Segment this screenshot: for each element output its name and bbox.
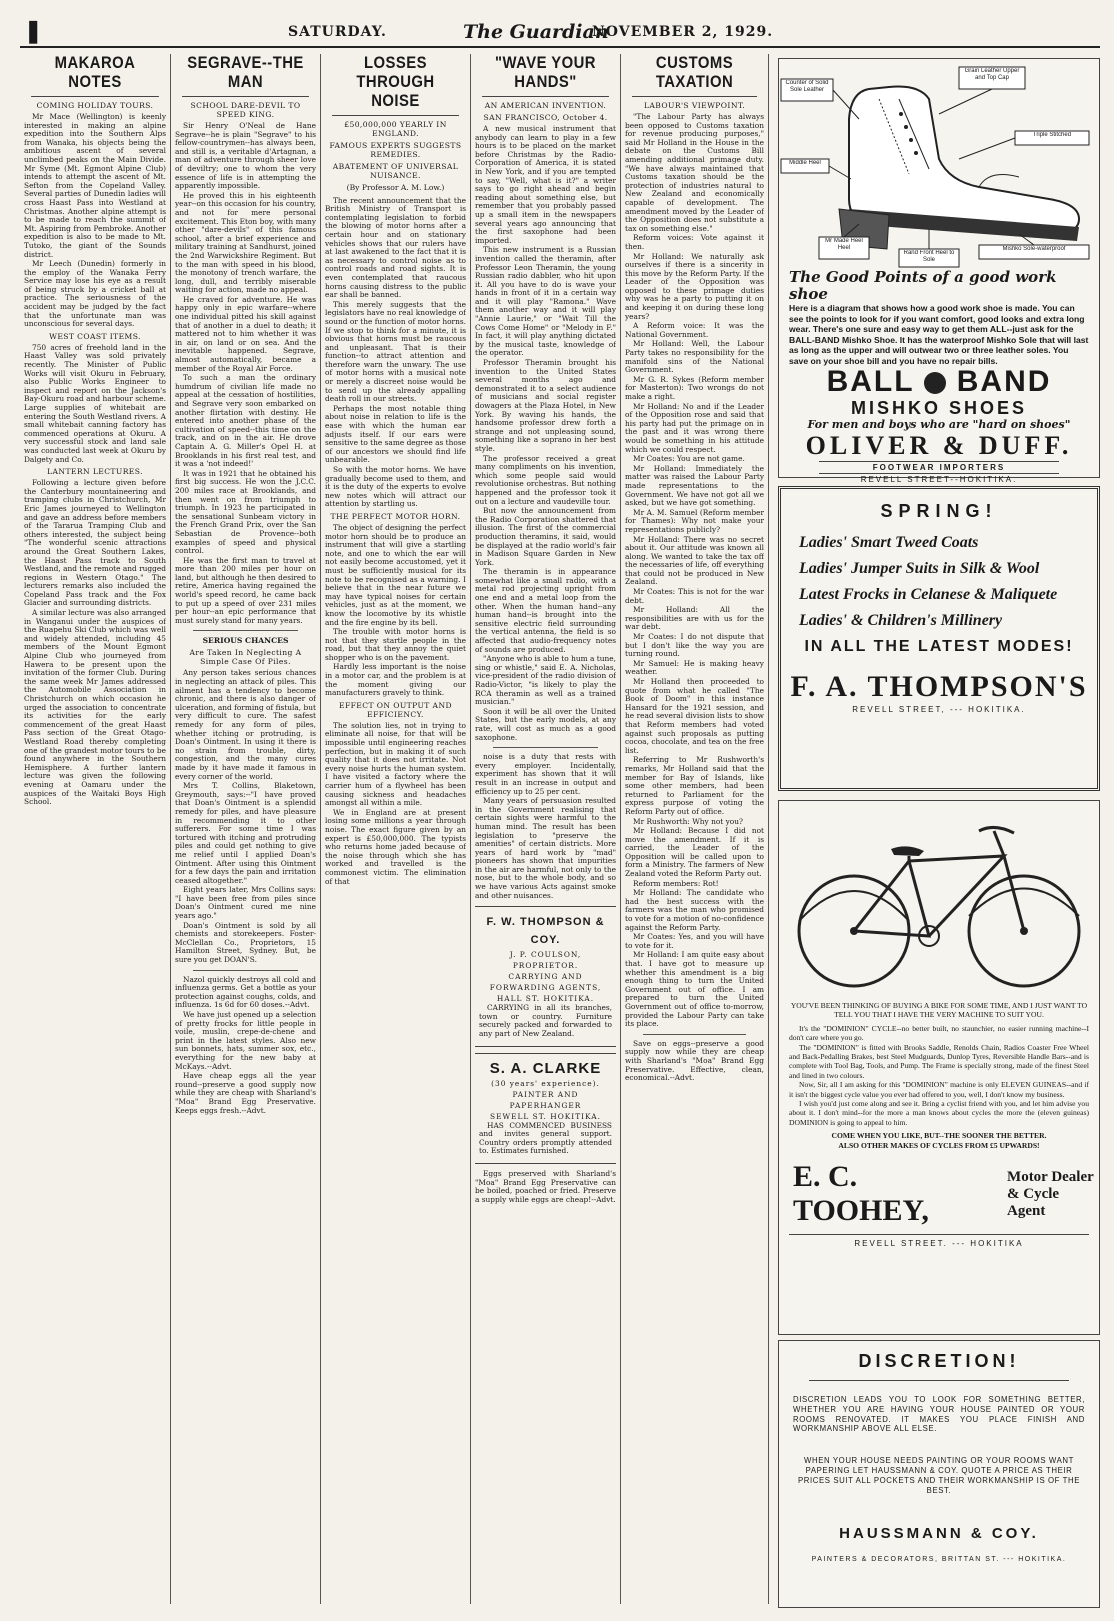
paragraph: Mr Leech (Dunedin) formerly in the employ of the Wanaka Ferry Service may lose his eye as a result of being struck by a cricket ball at practice. The seriousness of the accident may be judged by the fact that the unfortunate man was unconscious for several days. — [24, 259, 166, 329]
paragraph: Mr Holland: There was no secret about it. Our attitude was known all along. We wanted to take the tax off the necessaries of life, off everything that could not be produced in New Zealand. — [625, 534, 764, 587]
product-list — [781, 530, 1097, 634]
diagram-label: Triple Stitched — [1032, 132, 1072, 138]
subhead: ABATEMENT OF UNIVERSAL NUISANCE. — [332, 162, 459, 180]
paragraph: To such a man the ordinary humdrum of civilian life made no appeal at the cessation of hostilities, and Segrave very soon embarked on another flirtation with destiny. He entered into another phase of the cultivation of speed--this time on the track, and on in the air. He drove Captain A. G. Miller's Opel H. at Brooklands in his first real test, and it was a 'not indeed!' — [175, 373, 316, 469]
paragraph: Eight years later, Mrs Collins says: "I have been free from piles since Doan's Ointment cured me nine years ago." — [175, 885, 316, 921]
paragraph: Perhaps the most notable thing about noise in relation to life is the ease with which the human ear adjusts itself. If our ears were sensitive to the same degree as those of our ancestors we should find life unbearable. — [325, 403, 466, 465]
advert-paragraph: DISCRETION LEADS YOU TO LOOK FOR SOMETHING BETTER, WHETHER YOU ARE HAVING YOUR HOUSE PAINTED OR YOUR ROOMS RENOVATED. IT MAKES YOU PLACE FINISH AND WORKMANSHIP ABOVE ALL ELSE. — [793, 1395, 1085, 1434]
advert-intro: YOU'VE BEEN THINKING OF BUYING A BIKE FOR SOME TIME, AND I JUST WANT TO TELL YOU THAT I HAVE THE VERY MACHINE TO SUIT YOU. — [790, 1001, 1088, 1020]
paragraph: "Anyone who is able to hum a tune, sing or whistle," said E. A. Nicholas, vice-president of the radio division of Radio-Victor, "is likely to play the RCA theramin as well as a trained musician." — [475, 654, 616, 707]
shoe-diagram-icon — [779, 59, 1099, 269]
advert-haussmann — [778, 1340, 1100, 1608]
paragraph: Mr Mace (Wellington) is keenly interested in making an alpine expedition into the Southern Alps from Wanaka, his objects being the ambitious ascent of several unclimbed peaks on the Main Divide. Mr Syme (Mt. Egmont Alpine Club) intends to attempt the ascent of Mt. Sefton from the Copeland Valley. Several parties of Dunedin ladies will cross Haast Pass into Westland at Christmas. Another alpine attempt is to be made to reach the summit of Mt. Aspiring from Pembroke. Another expedition is also to be made to Mt. Tutoko, the giant of the Sounds district. — [24, 112, 166, 259]
brand-right: BAND — [956, 365, 1052, 398]
dealer-block — [779, 1160, 1099, 1228]
ball-icon — [924, 372, 946, 394]
paragraph: The theramin is in appearance somewhat like a small radio, with a metal rod projecting upright from one end and a metal loop from the other. When the human hand--any human hand--is brought into the sensitive electric field surrounding the vertical antenna, the field is so affected that audio-frequency notes of sounds are produced. — [475, 567, 616, 654]
subhead: COMING HOLIDAY TOURS. — [36, 101, 154, 110]
advert-paragraph: I wish you'd just come along and see it. Bring a cyclist friend with you, and let him advise you about it. I don't mind--for the more a man knows about cycles the more the (eleven guineas) DOMINION is going to appeal to him. — [789, 1099, 1089, 1127]
paragraph: Any person takes serious chances in neglecting an attack of piles. This ailment has a tendency to become chronic, and there is also danger of ulceration, and forming of fistula, but very difficult to cure. The safest remedy for any form of piles, whether itching or protruding, is Doan's Ointment. In using it there is no strain from trouble, dirty, congestion, and the many cures made by it have made it famous in every corner of the world. — [175, 668, 316, 781]
product-name: MISHKO SHOES — [850, 398, 1028, 418]
headline-wave: "WAVE YOUR HANDS" — [482, 54, 609, 97]
advert-body: CARRYING in all its branches, town or country. Furniture securely packed and forwarded to any part of New Zealand. — [479, 1003, 612, 1039]
column-makaroa — [24, 54, 166, 1604]
paragraph: The solution lies, not in trying to eliminate all noise, for that will be impossible until engineering reaches perfection, but in making it of such quality that it does not irritate. Not every noise hurts the human system. I have visited a factory where the carrier hum of a flywheel has been causing sickness and headaches amongst all within a mile. — [325, 720, 466, 808]
advert-title: The Good Points of a good work shoe — [789, 268, 1057, 303]
paragraph: A Reform voice: It was the National Government. — [625, 321, 764, 339]
paragraph: The professor received a great many compliments on his invention, which some people said would revolutionise orchestras. But nothing happened and the professor took it out on a lecture and vaudeville tour. — [475, 453, 616, 506]
divider — [493, 747, 598, 748]
paragraph: Professor Theramin brought his invention to the United States several months ago and demonstrated it to a select audience of musicians and social register dowagers at the Plaza Hotel, in New York. By waving his hands, the handsome professor drew forth a strange and not unpleasing sound, something like a soprano in her best style. — [475, 358, 616, 453]
subhead: LANTERN LECTURES. — [47, 467, 143, 477]
diagram-label: Rand Front Heel to Sole — [903, 250, 955, 263]
advert-line: J. P. COULSON, PROPRIETOR. — [509, 950, 582, 971]
paragraph: He craved for adventure. He was happy only in epic warfare--where one individual pitted his skill against that of another in a duel to death; it mattered not to him whether it was in air, on land or on sea. And the inevitable happened. Segrave, almost automatically, became a member of the Royal Air Force. — [175, 294, 316, 373]
paragraph: Mr Holland: Immediately the matter was raised the Labour Party made representations to the Government. We have not got all we asked, but we have got something. — [625, 463, 764, 508]
advert-title: SPRING! — [880, 501, 998, 521]
paragraph: Mr Holland: All the responsibilities are with us for the war debt. — [625, 605, 764, 632]
advert-title: DISCRETION! — [858, 1351, 1020, 1371]
headline-segrave: SEGRAVE--THE MAN — [182, 54, 309, 97]
tagline: For men and boys who are "hard on shoes" — [807, 418, 1071, 431]
paragraph: Reform members: Rot! — [633, 878, 719, 888]
paragraph: "The Labour Party has always been opposed to Customs taxation for revenue producing purposes," said Mr Holland in the House in the debate on the Customs Bill amending additional primage duty. "We have always maintained that Customs taxation should be the protection of industries natural to New Zealand and economically capable of development. The amendment moved by the Leader of the Opposition does not substitute a tax on something else." — [625, 112, 764, 233]
paragraph: Eggs preserved with Sharland's "Moa" Brand Egg Preservative can be boiled, poached or fried. Preserve a supply while eggs are cheap!--Advt. — [475, 1169, 616, 1204]
advert-name: S. A. CLARKE — [489, 1059, 602, 1077]
advert-body: HAS COMMENCED BUSINESS and invites general support. Country orders promptly attended to. Estimates furnished. — [479, 1120, 612, 1156]
headline-losses: LOSSES THROUGH NOISE — [332, 54, 459, 116]
column-rule — [170, 54, 171, 1604]
paragraph: 750 acres of freehold land in the Haast Valley was sold privately recently. The Minister of Public Works will visit Okuru in February, also Public Works Engineer to inspect and report on the Jackson's Bay-Okuru road and harbour scheme. Large supplies of whitebait are entering the South Westland rivers. A small whitebait canning factory has commenced operations at Okuru. A very successful stock and land sale was conducted last week at Okuru by Dalgety and Co. — [24, 342, 166, 464]
paragraph: It was in 1921 that he obtained his first big success. He won the J.C.C. 200 miles race at Brooklands, and then went on from triumph to triumph. In 1923 he participated in the sensational Sunbeam victory in the French Grand Prix, over the San Sebastian de Provence--both examples of speed and physical control. — [175, 468, 316, 556]
paragraph: Mr Coates: Yes, and you will have to vote for it. — [625, 932, 764, 950]
subhead: SERIOUS CHANCES — [202, 636, 289, 646]
paragraph: This merely suggests that the legislators have no real knowledge of sound or the function of motor horns. If we stop to think for a minute, it is obvious that horns must be raucous and unpleasant. That is their function--to attract attention and therefore warn the unwary. The use of motor horns with a musical note or merely a discreet noise would be to send up the already appalling death roll in our streets. — [325, 299, 466, 404]
paragraph: Mr Holland: We naturally ask ourselves if there is a sincerity in this move by the Reform Party. If the Leader of the Opposition was opposed to these primage duties why was he a party to putting it on and keeping it on during these long years? — [625, 251, 764, 321]
diagram-label: Counter of Solid Sole Leather — [785, 80, 829, 93]
column-losses — [325, 54, 466, 1604]
paragraph: Doan's Ointment is sold by all chemists and storekeepers. Foster-McClellan Co., Proprietors, 15 Hamilton Street, Sydney. But, be sure you get DOAN'S. — [175, 920, 316, 965]
paragraph: We have just opened up a selection of pretty frocks for little people in voile, muslin, crepe-de-chene and print in the latest styles. Also new sun bonnets, hats, summer sox, etc., everything for the new baby at McKays.--Advt. — [175, 1010, 316, 1071]
paragraph: Mr Holland: The candidate who had the best success with the farmers was the man who promised to vote for a motion of no-confidence against the Reform Party. — [625, 888, 764, 932]
paragraph: Mrs T. Collins, Blaketown, Greymouth, says:--"I have proved that Doan's Ointment is a splendid remedy for piles, and have pleasure in recommending it to other sufferers. For some time I was tortured with itching and protruding piles and could get nothing to give me relief until I applied Doan's Ointment. After using this Ointment for a few days the pain and irritation ceased altogether." — [175, 781, 316, 885]
advert-spring-fashions — [778, 486, 1100, 791]
subhead: FAMOUS EXPERTS SUGGESTS REMEDIES. — [329, 141, 462, 159]
advert-callout: COME WHEN YOU LIKE, BUT--THE SOONER THE BETTER. — [831, 1131, 1047, 1141]
advert-body: Here is a diagram that shows how a good work shoe is made. You can see the points to look for if you want comfort, good looks and extra long wear. There's one sure and easy way to get them ALL--just ask for the BALL-BAND Mishko Shoe. It has the waterproof Mishko Sole that will last as long as the upper and will outwear two or three leather soles. You save on your shoe bill and you have no repair bills. — [789, 303, 1089, 366]
dealer-name: OLIVER & DUFF. — [805, 431, 1073, 460]
advert-thompson-coy — [475, 906, 616, 1046]
column-rule — [620, 54, 621, 1604]
divider — [809, 1380, 1069, 1381]
product-line: Ladies' Smart Tweed Coats — [799, 534, 979, 551]
advert-line: CARRYING AND FORWARDING AGENTS, HALL ST. HOKITIKA. — [489, 972, 602, 1004]
page-marker-icon: ❚ — [24, 18, 43, 44]
column-wave-your-hands — [475, 54, 616, 1604]
brand-logo — [779, 366, 1099, 398]
paragraph: Mr Holland then proceeded to quote from what he called "The Book of Doom" in this instance Hansard for the 1921 session, and he read several division lists to show that Reform members had voted against such proposals as putting cocoa, chocolate, and tea on the free list. — [625, 677, 764, 755]
bicycle-icon — [779, 801, 1099, 1001]
paragraph: Mr Rushworth: Why not you? — [633, 816, 743, 826]
dealer-roles — [997, 1169, 1099, 1220]
paragraph: The trouble with motor horns is not that they startle people in the road, but that they annoy the quiet shopper who is on the pavement. — [325, 627, 466, 662]
column-segrave — [175, 54, 316, 1604]
store-name: F. A. THOMPSON'S — [790, 670, 1088, 703]
product-line: Ladies' & Children's Millinery — [799, 612, 1003, 629]
subhead: £50,000,000 YEARLY IN ENGLAND. — [344, 120, 447, 138]
subhead: LABOUR'S VIEWPOINT. — [643, 101, 746, 110]
masthead-day: SATURDAY. — [288, 24, 387, 40]
brand-left: BALL — [826, 365, 915, 398]
subhead: EFFECT ON OUTPUT AND EFFICIENCY. — [339, 700, 452, 719]
dealer-type: FOOTWEAR IMPORTERS — [819, 461, 1059, 474]
paragraph: The recent announcement that the British Ministry of Transport is contemplating legislation to forbid the blowing of motor horns after a certain hour and on stationary vehicles shows that our rulers have at last awakened to the fact that it is as necessary to control noise as to control roads and road sights. It is even contemplated that raucous horns causing distress to the public ear shall be banned. — [325, 195, 466, 300]
paragraph: But now the announcement from the Radio Corporation shattered that illusion. The first of the commercial production theramins, it said, would be displayed at the radio world's fair in Madison Square Garden in New York. — [475, 506, 616, 567]
paragraph: Reform voices: Vote against it then. — [625, 233, 764, 251]
headline-customs: CUSTOMS TAXATION — [632, 54, 757, 97]
advert-line: SEWELL ST. HOKITIKA. — [490, 1111, 601, 1121]
paragraph: So with the motor horns. We have gradually become used to them, and it is the duty of the experts to evolve new notes which will attract our attention by startling us. — [325, 465, 466, 509]
headline-makaroa: MAKAROA NOTES — [31, 54, 159, 97]
dealer-role: Motor Dealer — [1007, 1168, 1094, 1185]
subhead: AN AMERICAN INVENTION. — [484, 101, 607, 110]
dateline: SAN FRANCISCO, October 4. — [483, 113, 608, 122]
paragraph: Mr Coates: You are not game. — [633, 454, 745, 464]
advert-ballband-shoes — [778, 58, 1100, 484]
paragraph: A new musical instrument that anybody can learn to play in a few hours is to be placed on the market before Christmas by the Radio-Corporation of America, it is stated in New York, and if you are tempted to say, "Well, what is it?" a writer says to go right ahead and begin reading about something else, but remember that you probably passed up a small item in the newspapers several years ago announcing that the first saxophone had been imported. — [475, 124, 616, 245]
paragraph: Mr Holland: Because I did not move the amendment. If it is carried, the Leader of the Opposition will be called upon to form a Ministry. The farmers of New Zealand voted the Reform Party out. — [625, 826, 764, 879]
paragraph: Have cheap eggs all the year round--preserve a good supply now while they are cheap with Sharland's "Moa" Brand Egg Preservative. Keeps eggs fresh.--Advt. — [175, 1071, 316, 1115]
dealer-address: REVELL STREET. --- HOKITIKA — [789, 1234, 1089, 1249]
paragraph: Nazol quickly destroys all cold and influenza germs. Get a bottle as your protection against coughs, colds, and influenza. 1s 6d for 60 doses.--Advt. — [175, 974, 316, 1010]
paragraph: He was the first man to travel at more than 200 miles per hour on land, but although he then desired to retire, America having regained the world's speed record, he came back to put up a speed of over 231 miles per hour--an epic performance that must surely stand for many years. — [175, 555, 316, 625]
column-customs — [625, 54, 764, 1604]
paragraph: noise is a duty that rests with every employer. Incidentally, experiment has shown that it will result in an increase in output and efficiency up to 25 per cent. — [475, 752, 616, 796]
subhead: WEST COAST ITEMS. — [49, 331, 141, 341]
advert-dominion-cycle — [778, 800, 1100, 1335]
paragraph: Mr Coates: I do not dispute that but I don't like the way you are turning round. — [625, 632, 764, 659]
advert-paragraph: WHEN YOUR HOUSE NEEDS PAINTING OR YOUR ROOMS WANT PAPERING LET HAUSSMANN & COY. QUOTE A PRICE AS THEIR PRICES SUIT ALL POCKETS AND THEIR WORKMANSHIP IS OF THE BEST. — [797, 1456, 1081, 1495]
advert-paragraph: Now, Sir, all I am asking for this "DOMINION" machine is only ELEVEN GUINEAS--and if it isn't the biggest cycle value you ever had offered to you, well, I don't know my business. — [789, 1080, 1089, 1099]
store-address: REVELL STREET, --- HOKITIKA. — [852, 705, 1026, 714]
column-rule — [470, 54, 471, 1604]
paragraph: A similar lecture was also arranged in Wanganui under the auspices of the Ruapehu Ski Club which was well and widely attended, including 45 members of the Mount Egmont Alpine Club who journeyed from Hawera to be present upon the invitation of the former Club. During the same week Mr James addressed the Automobile Association in Christchurch on which occasion he urged the association to concentrate its activities for the early commencement of the great Haast Pass section of the Great Otago-Westland Road thereby completing one of the grandest motor tours to be found anywhere in the Southern Hemisphere. A further lantern lecture was given the following evening at Oamaru under the auspices of the Waitaki Boys High School. — [24, 608, 166, 807]
subhead: SCHOOL DARE-DEVIL TO SPEED KING. — [190, 101, 301, 119]
paragraph: Save on eggs--preserve a good supply now while they are cheap with Sharland's "Moa" Brand Egg Preservative. Effective, clean, economical.--Advt. — [625, 1038, 764, 1083]
company-address: PAINTERS & DECORATORS, BRITTAN ST. --- HOKITIKA. — [811, 1556, 1067, 1564]
paragraph: Mr Coates: This is not for the war debt. — [625, 587, 764, 605]
paragraph: Mr Holland: No and if the Leader of the Opposition rose and said that his party had put the primage on in the past and it was wrong there would be something in his attitude which we could respect. — [625, 401, 764, 454]
advert-paragraph: The "DOMINION" is fitted with Brooks Saddle, Renolds Chain, Radios Coaster Free Wheel and Back-Pedalling Brakes, best Steel Mudguards, Dunlop Tyres, Reversible Handle Bars--and is complete with Tool Bag, Tools, and Pump. The Frame is specially strong, made of the finest Steel and lined in two colours. — [789, 1042, 1089, 1080]
advert-paragraph: It's the "DOMINION" CYCLE--no better built, no staunchier, no easier running machine--I don't care where you go. — [789, 1023, 1089, 1043]
paragraph: Hardly less important is the noise in a motor car, and the problem is at the moment giving our manufacturers gravely to think. — [325, 662, 466, 698]
diagram-label: Mr Made Heel Heel — [825, 238, 863, 251]
dealer-name: E. C. TOOHEY, — [793, 1160, 929, 1228]
paragraph: He proved this in his eighteenth year--on this occasion for his country, and not for mere personal excitement. This Eton boy, with many other "dare-devils" of this famous school, after a brief experience and military training at Sandhurst, joined the 2nd Warwickshire Regiment. But to the man with speed in his blood, the monotony of trench warfare, the long, dull, and terribly miserable waiting for action, made no appeal. — [175, 190, 316, 295]
divider — [193, 630, 298, 631]
divider — [643, 1034, 746, 1035]
subhead: Are Taken In Neglecting A Simple Case Of Piles. — [189, 648, 302, 667]
paragraph: Many years of persuasion resulted in the Government realising that certain sights were harmful to the human mind. The result has been legislation to "preserve the amenities" of certain districts. More years of hard work by "mad" pioneers has shown that impurities in the air are harmful, not only to the nose, but to the whole body, and so we have various Acts against smoke and other nuisances. — [475, 796, 616, 900]
advert-line: (30 years' experience). — [491, 1078, 600, 1088]
product-line: Latest Frocks in Celanese & Maliquete — [799, 586, 1058, 603]
paragraph: Mr Samuel: He is making heavy weather. — [625, 658, 764, 677]
dealer-role: & Cycle Agent — [1007, 1185, 1060, 1219]
paragraph: Sir Henry O'Neal de Hane Segrave--he is plain "Segrave" to his fellow-countrymen--has always been, and still is, a veritable d'Artagnan, a man of adventure through sheer love of deviltry; one to whom the very essence of life is in attempting the apparently impossible. — [175, 121, 316, 191]
diagram-label: Middle Heel — [789, 160, 821, 166]
advert-line: PAINTER AND PAPERHANGER — [509, 1089, 582, 1110]
paragraph: The object of designing the perfect motor horn should be to produce an instrument that will give a startling note, and one to which the ear will not easily become accustomed, yet it must be sufficiently musical for its note to be recognised as a warning. I believe that in the near future we may have typical noises for certain vehicles, just as at the moment, we know the locomotive by its whistle and the fire engine by its bell. — [325, 522, 466, 627]
column-rule — [320, 54, 321, 1604]
company-name: HAUSSMANN & COY. — [839, 1525, 1039, 1543]
advert-subtitle: IN ALL THE LATEST MODES! — [804, 638, 1074, 655]
dealer-address: REVELL STREET--HOKITIKA. — [860, 475, 1018, 484]
byline: (By Professor A. M. Low.) — [346, 183, 445, 192]
paragraph: Mr Holland: Well, the Labour Party takes no responsibility for the manifold sins of the National Government. — [625, 339, 764, 375]
masthead — [20, 18, 1100, 48]
advert-callout: ALSO OTHER MAKES OF CYCLES FROM £5 UPWARDS! — [838, 1140, 1040, 1150]
paragraph: Mr Holland: I am quite easy about that. I have got to measure up whether this amendment is a big enough thing to turn the United Government out of office. I am prepared to turn the United Government out of office to-morrow, provided the Labour Party can take its place. — [625, 950, 764, 1029]
diagram-label: Mishko Sole-waterproof — [1002, 246, 1066, 252]
paragraph: Soon it will be all over the United States, but the early models, at any rate, will cost as much as a good saxophone. — [475, 706, 616, 742]
paragraph: We in England are at present losing some millions a year through noise. The exact figure given by an expert is £50,000,000. The typists who returns home jaded because of the noise through which she has worked and travelled is the commonest victim. The elimination of that — [325, 807, 466, 886]
paragraph: Following a lecture given before the Canterbury mountaineering and tramping clubs in Christchurch, Mr Eric James journeyed to Wellington and gave an address before members of the Tararua Tramping Club and others interested, the subject being "The wonderful scenic attractions around the Great Southern Lakes, the Haast Pass track to South Westland, and the remote and rugged regions in Western Otago." The lecturers remarks also included the Copeland Pass track and the Fox Glacier and surrounding districts. — [24, 478, 166, 608]
advert-clarke — [475, 1053, 616, 1164]
paragraph: This new instrument is a Russian invention called the theramin, after Professor Leon Theramin, the young Russian radio dabbler, who hit upon it. All you have to do is wave your hands in front of it in a certain way and it will play "Ramona." Wave them another way and it will play "Annie Laurie," or "Wait Till the Cows Come Home" or "Melody in F." In fact, it will play anything dictated by the musical taste, knowledge of the operator. — [475, 245, 616, 358]
newspaper-page — [20, 18, 1100, 1608]
diagram-label: Grain Leather Upper and Top Cap — [964, 68, 1020, 81]
masthead-date: NOVEMBER 2, 1929. — [592, 24, 774, 40]
advert-name: F. W. THOMPSON & COY. — [486, 916, 605, 947]
divider — [193, 970, 298, 971]
paragraph: Mr A. M. Samuel (Reform member for Thames): Why not make your representations publicly? — [625, 507, 764, 534]
paragraph: Mr G. R. Sykes (Reform member for Masterton): Two wrongs do not make a right. — [625, 374, 764, 401]
masthead-title: The Guardian — [463, 21, 609, 43]
column-rule — [768, 54, 769, 1604]
paragraph: Referring to Mr Rushworth's remarks, Mr Holland said that the member for Bay of Islands, like some other members, had been returned to Parliament for the express purpose of voting the Reform Party out of office. — [625, 755, 764, 816]
product-line: Ladies' Jumper Suits in Silk & Wool — [799, 560, 1040, 577]
subhead: THE PERFECT MOTOR HORN. — [330, 511, 461, 521]
